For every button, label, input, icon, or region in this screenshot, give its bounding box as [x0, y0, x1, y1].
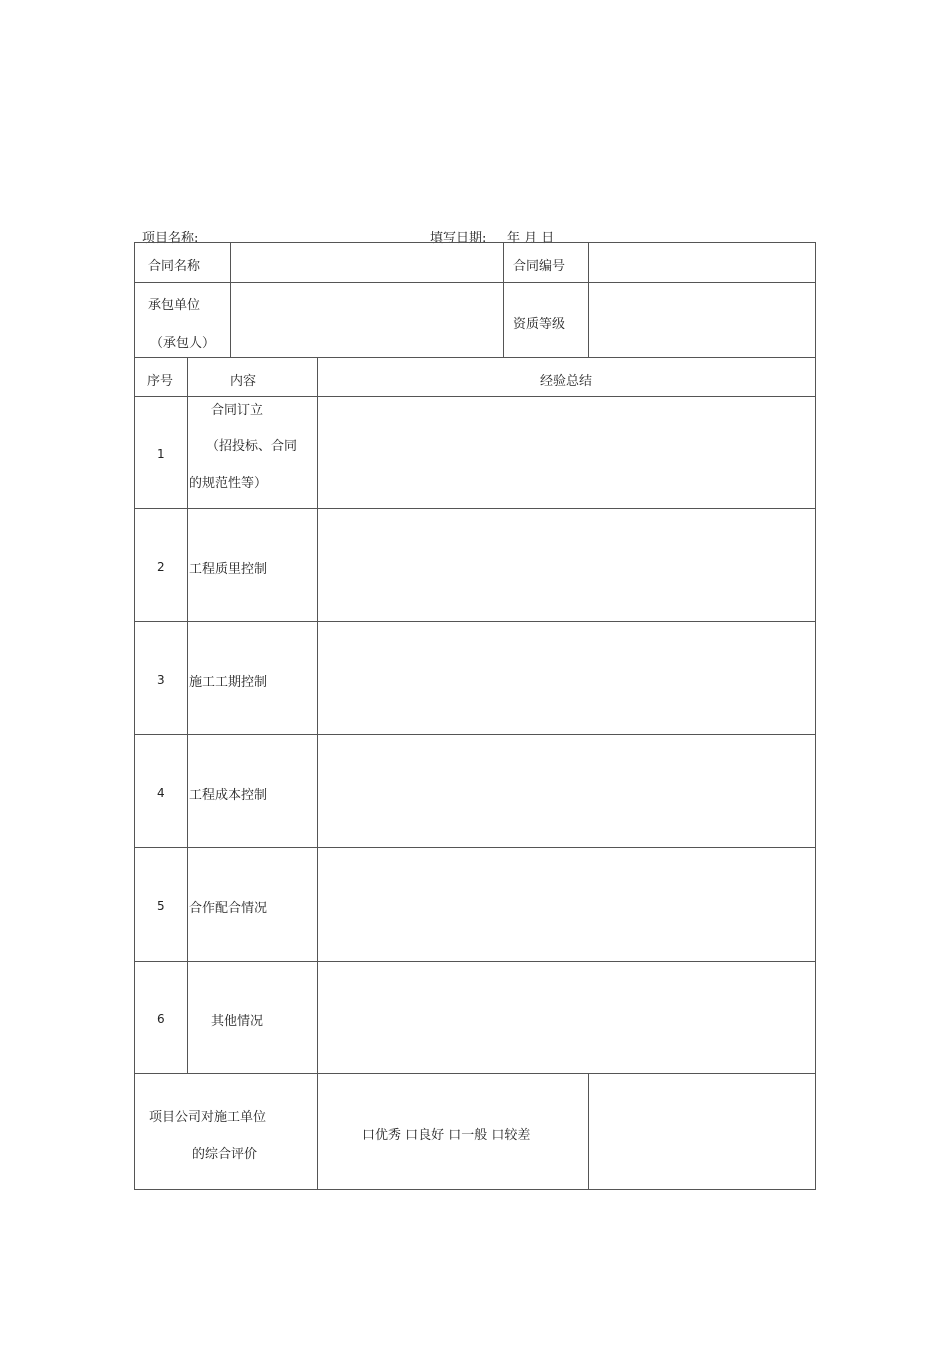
- summary-header: 经验总结: [540, 374, 593, 389]
- row-number: 2: [157, 560, 165, 574]
- summary-cell[interactable]: [317, 621, 816, 735]
- contractor-sub-label: （承包人）: [150, 336, 216, 351]
- row-label: 工程成本控制: [189, 788, 268, 803]
- summary-cell[interactable]: [317, 508, 816, 622]
- contract-name-value-cell[interactable]: [230, 242, 504, 283]
- summary-cell[interactable]: [317, 847, 816, 962]
- row-label: 施工工期控制: [189, 675, 268, 690]
- row-label-line: 合同订立: [211, 403, 264, 418]
- contract-name-label: 合同名称: [148, 259, 201, 274]
- summary-cell[interactable]: [317, 396, 816, 509]
- date-units: 年 月 日: [507, 231, 555, 246]
- contract-no-label: 合同编号: [513, 259, 566, 274]
- evaluation-label-line1: 项目公司对施工单位: [149, 1110, 267, 1125]
- evaluation-options[interactable]: 口优秀 口良好 口一般 口较差: [362, 1128, 531, 1143]
- evaluation-label-line2: 的综合评价: [192, 1147, 258, 1162]
- qualification-label: 资质等级: [513, 317, 566, 332]
- contractor-label: 承包单位: [148, 298, 201, 313]
- row-label: 合作配合情况: [189, 901, 268, 916]
- seq-header: 序号: [147, 374, 174, 389]
- project-name-label: 项目名称:: [142, 231, 199, 246]
- contractor-value-cell[interactable]: [230, 282, 504, 358]
- contract-no-value-cell[interactable]: [588, 242, 816, 283]
- row-label-line: （招投标、合同: [206, 439, 298, 454]
- summary-cell[interactable]: [317, 961, 816, 1074]
- row-number: 3: [157, 673, 165, 687]
- row-number: 6: [157, 1012, 165, 1026]
- row-number: 4: [157, 786, 165, 800]
- row-label: 其他情况: [211, 1014, 264, 1029]
- fill-date-label: 填写日期:: [430, 231, 487, 246]
- row-label-line: 的规范性等）: [189, 476, 268, 491]
- row-label: 工程质里控制: [189, 562, 268, 577]
- content-header: 内容: [230, 374, 257, 389]
- summary-cell[interactable]: [317, 734, 816, 848]
- qualification-value-cell[interactable]: [588, 282, 816, 358]
- evaluation-extra-cell[interactable]: [588, 1073, 816, 1190]
- row-number: 1: [157, 447, 165, 461]
- evaluation-label-cell: [134, 1073, 318, 1190]
- row-number: 5: [157, 899, 165, 913]
